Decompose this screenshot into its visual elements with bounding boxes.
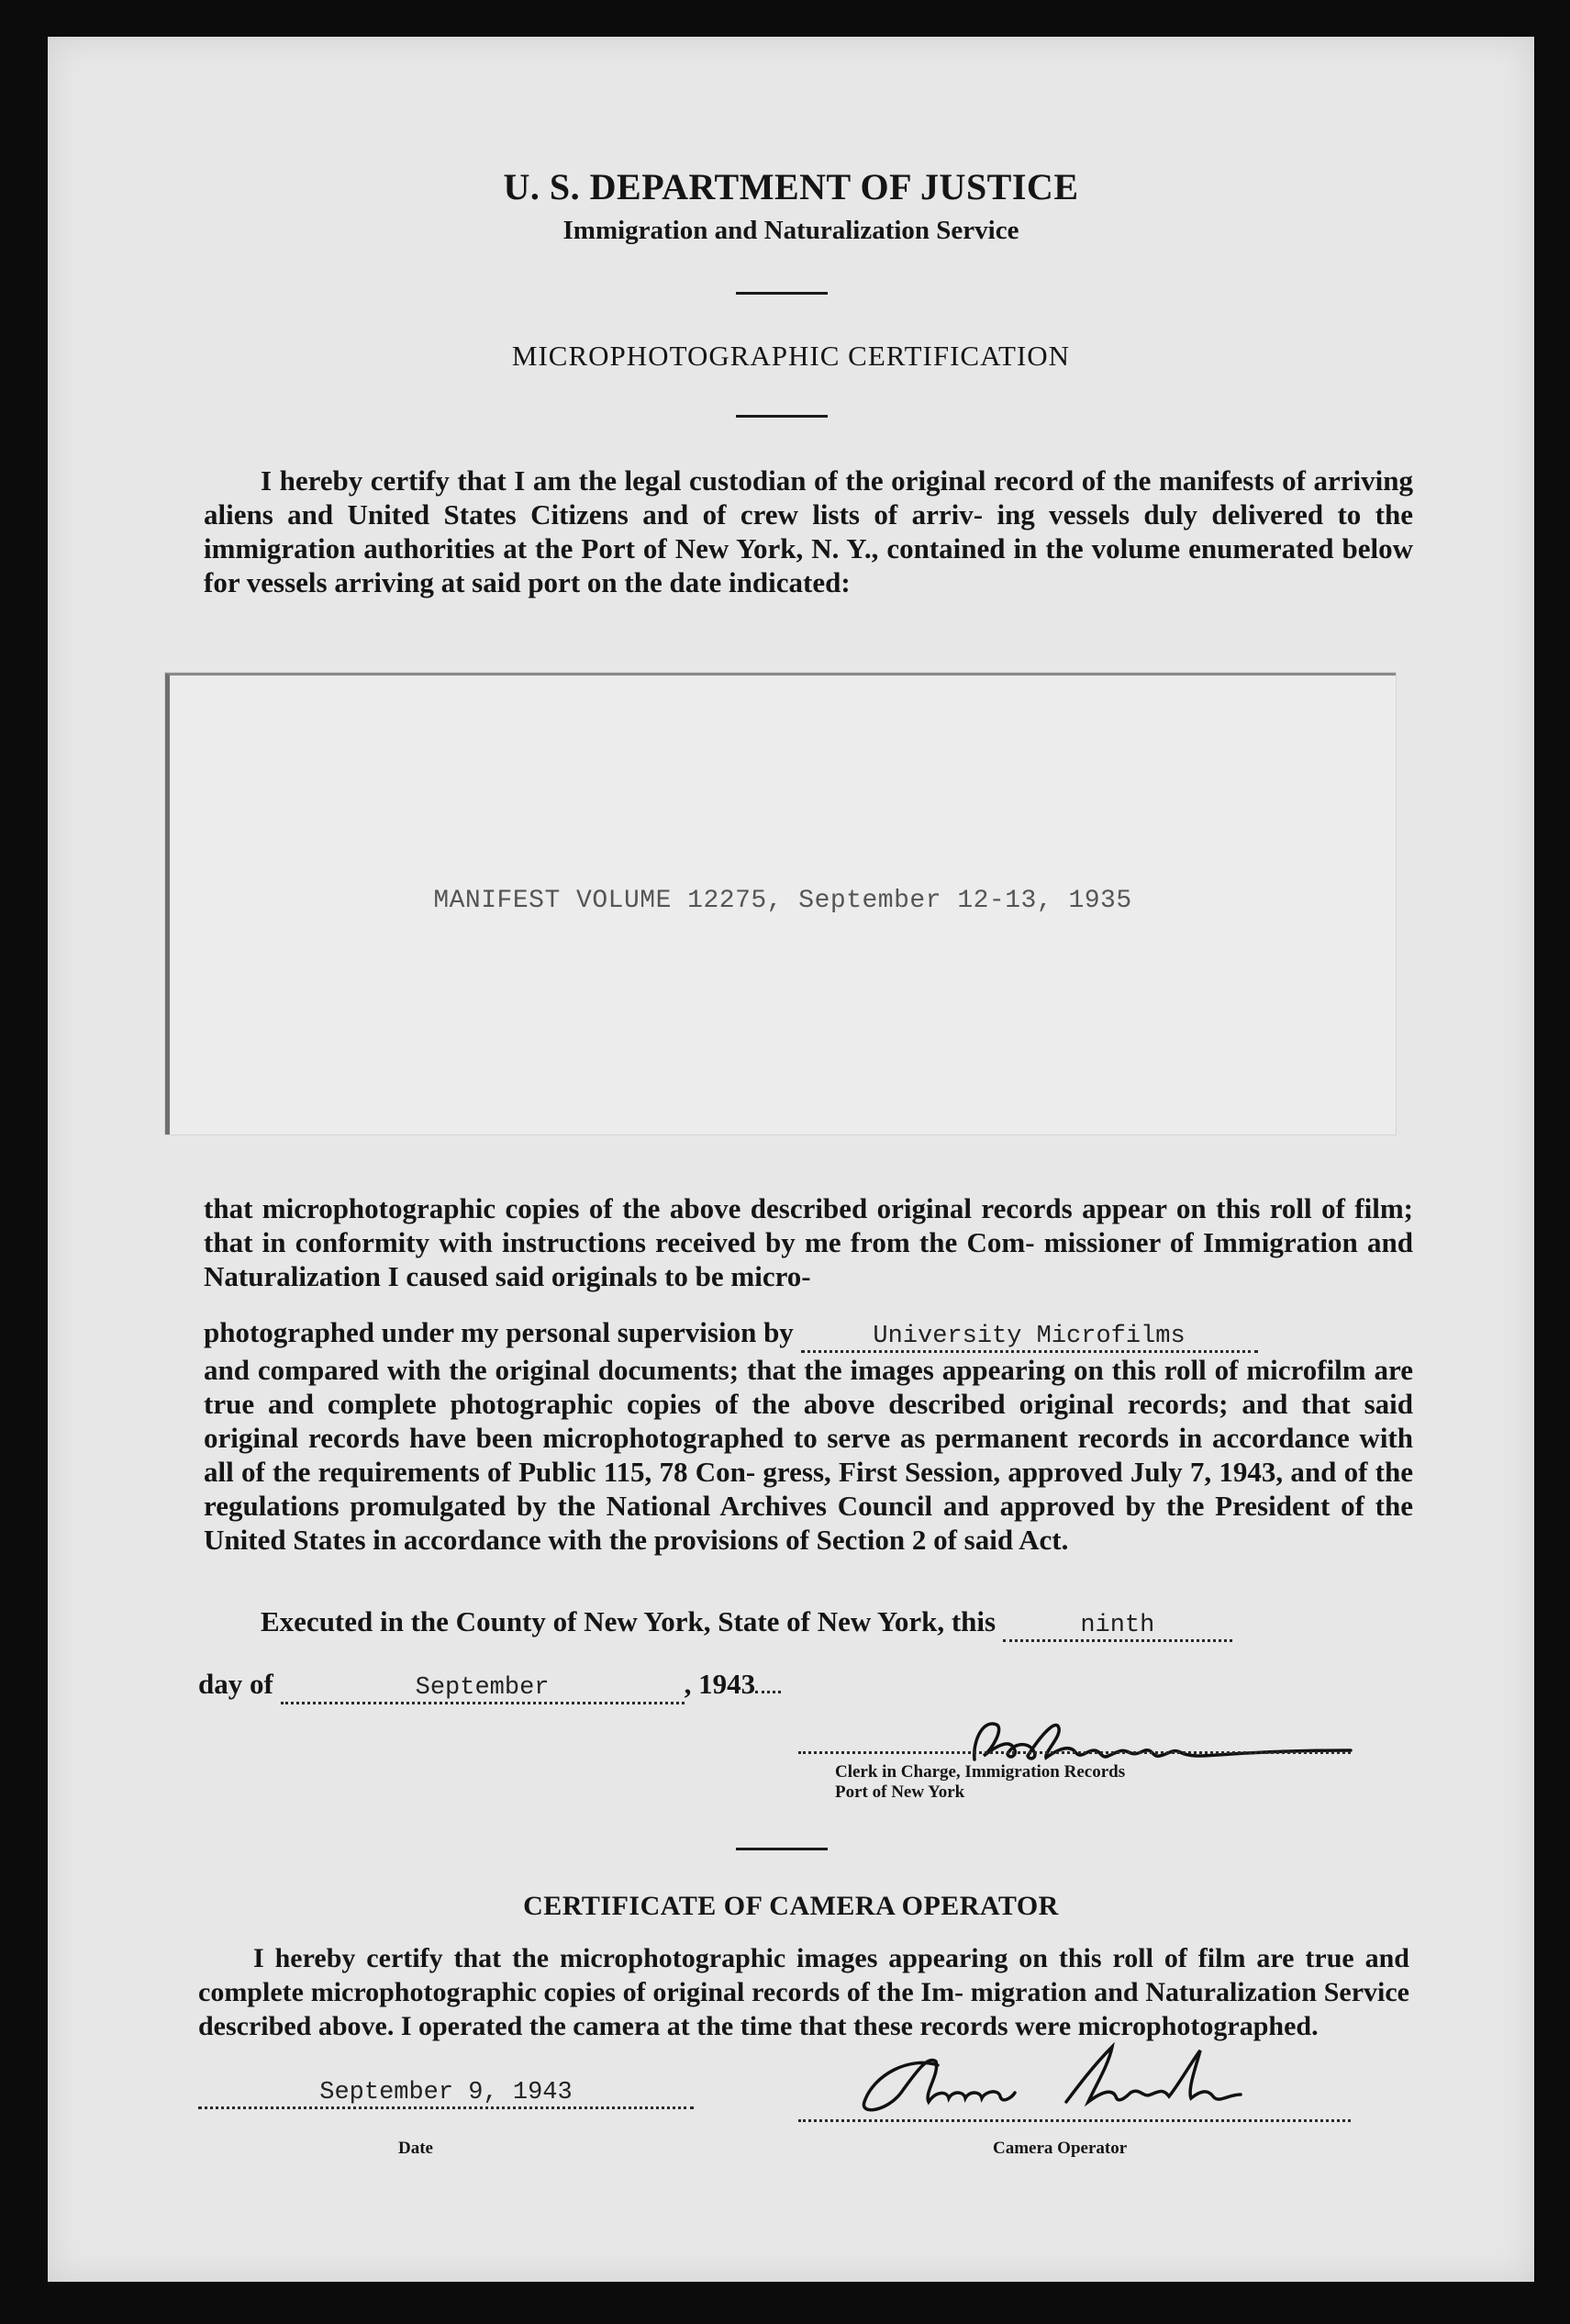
divider <box>736 415 828 418</box>
document-title: MICROPHOTOGRAPHIC CERTIFICATION <box>511 340 1071 372</box>
supervision-value: University Microfilms <box>873 1323 1186 1350</box>
year-dots <box>755 1691 781 1693</box>
executed-day: ninth <box>1080 1612 1155 1639</box>
operator-label: Camera Operator <box>993 2139 1128 2158</box>
executed-line <box>261 1605 1232 1642</box>
volume-label: MANIFEST VOLUME 12275, September 12-13, 1935 <box>433 887 1132 915</box>
executed-month-field <box>281 1668 685 1704</box>
operator-signature <box>837 2038 1296 2129</box>
executed-day-field <box>1003 1605 1232 1642</box>
custodian-intro: I hereby certify that I am the legal custodian of the original record of the manifests of arriving aliens and United States Citizens and of crew lists of arriv- ing vessels duly delivered to the immigration authorities at the Port of New York, N. Y., contained in the volume enumerated below for vessels arriving at said port on the date indicated: <box>204 464 1413 598</box>
certification-body-part1: that microphotographic copies of the above described original records appear on this roll of film; that in conformity with instructions received by me from the Com- missioner of Immigration and Naturalization I caused said originals to be micro- <box>204 1192 1413 1292</box>
service-name: Immigration and Naturalization Service <box>562 216 1019 245</box>
date-value: September 9, 1943 <box>319 2079 573 2106</box>
operator-body: I hereby certify that the microphotographic images appearing on this roll of film are true and complete microphotographic copies of original records of the Im- migration and Naturalization Service described above. I operated the camera at the time that these records were microphotographed. <box>198 1943 1409 2041</box>
day-of-prefix: day of <box>198 1668 273 1700</box>
certificate-page <box>48 37 1534 2282</box>
date-label: Date <box>398 2139 433 2158</box>
executed-prefix: Executed in the County of New York, State of New York, this <box>261 1605 997 1637</box>
divider <box>736 292 828 295</box>
date-field <box>198 2079 694 2109</box>
volume-label-card <box>165 673 1396 1134</box>
certification-body-part2: and compared with the original documents; that the images appearing on this roll of microfilm are true and complete photographic copies of the above described original records; and that said original records have been microphotographed to serve as permanent records in accordance with all of the requirements of Public 115, 78 Con- gress, First Session, approved July 7, 1943, and of the regulations promulgated by the National Archives Council and approved by the President of the United States in accordance with the provisions of Section 2 of said Act. <box>204 1354 1413 1556</box>
supervision-field <box>801 1316 1258 1353</box>
supervision-line <box>204 1316 1258 1353</box>
operator-signature-line <box>798 2119 1351 2122</box>
supervision-prefix: photographed under my personal supervision by <box>204 1316 794 1348</box>
signer-title-line2: Port of New York <box>835 1782 965 1802</box>
clerk-signature-line <box>798 1751 1351 1754</box>
operator-heading: CERTIFICATE OF CAMERA OPERATOR <box>523 1891 1059 1921</box>
divider <box>736 1848 828 1850</box>
signer-title-line1: Clerk in Charge, Immigration Records <box>835 1762 1126 1782</box>
agency-name: U. S. DEPARTMENT OF JUSTICE <box>503 166 1079 207</box>
executed-year: , 1943 <box>684 1668 756 1700</box>
executed-month: September <box>415 1674 550 1702</box>
day-of-line <box>198 1668 781 1704</box>
